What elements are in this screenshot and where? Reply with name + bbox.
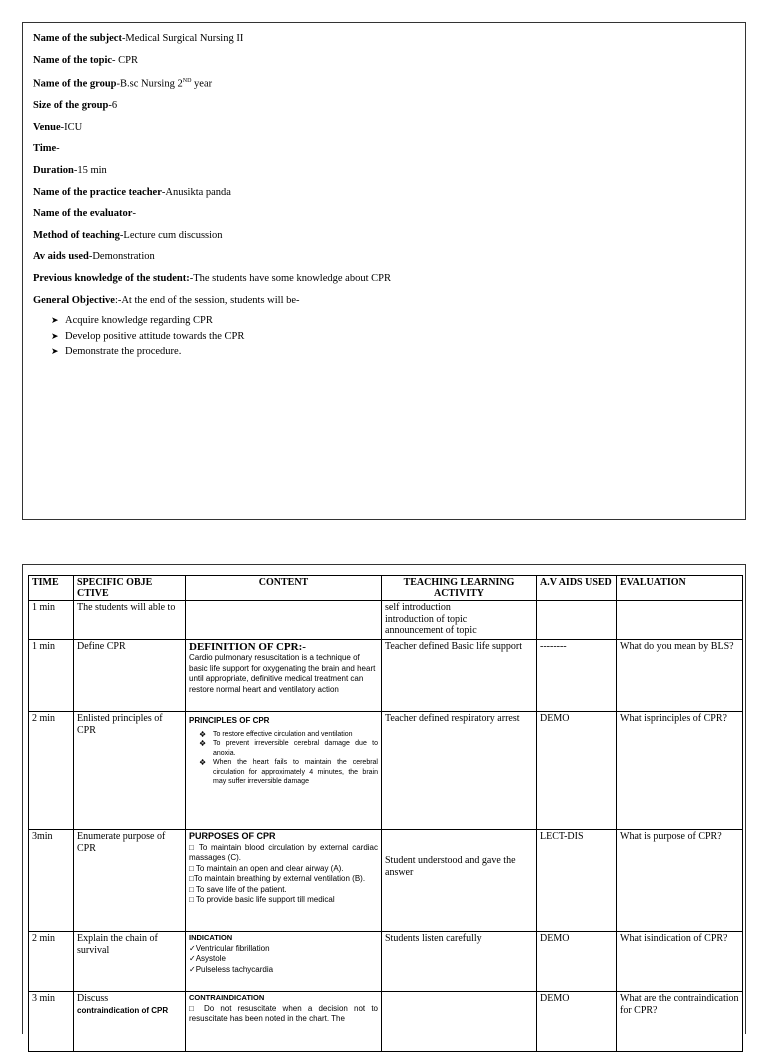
cell-time: 1 min — [29, 640, 74, 712]
info-label: Size of the group — [33, 100, 109, 112]
info-value: -Lecture cum discussion — [119, 229, 223, 241]
info-label: Name of the practice teacher — [33, 186, 162, 198]
arrow-bullet-icon: ➤ — [51, 330, 59, 341]
info-label: Venue — [33, 121, 61, 133]
info-label: Duration — [33, 165, 74, 177]
objective-main: Discuss — [77, 993, 109, 1004]
activity-line: self introduction — [385, 602, 451, 613]
info-value: - CPR — [112, 54, 138, 66]
info-value: -Medical Surgical Nursing II — [121, 33, 244, 44]
diamond-bullet-icon: ❖ — [199, 739, 207, 748]
info-value: -B.sc Nursing 2 — [116, 78, 183, 90]
content-heading: CONTRAINDICATION — [189, 993, 265, 1002]
cell-time: 3 min — [29, 992, 74, 1052]
cell-activity: Teacher defined respiratory arrest — [382, 712, 537, 830]
info-value: :-At the end of the session, students will be- — [114, 294, 300, 306]
objective-text: Acquire knowledge regarding CPR — [65, 315, 213, 327]
cell-time: 2 min — [29, 712, 74, 830]
content-line: □ To provide basic life support till medical — [189, 895, 335, 904]
info-value: -Anusikta panda — [161, 186, 231, 198]
info-line — [33, 121, 735, 134]
info-label: Method of teaching — [33, 229, 120, 241]
lesson-plan-info-page — [22, 22, 746, 520]
header-objective: SPECIFIC OBJE CTIVE — [74, 576, 186, 601]
cell-time: 3min — [29, 830, 74, 932]
cell-aids — [537, 601, 617, 640]
info-label: Av aids used — [33, 251, 89, 263]
content-heading: INDICATION — [189, 933, 233, 942]
cell-time: 2 min — [29, 932, 74, 992]
activity-line: introduction of topic — [385, 613, 468, 625]
info-label: Previous knowledge of the student: — [33, 273, 190, 285]
info-line — [33, 272, 735, 285]
cell-aids: DEMO — [537, 992, 617, 1052]
info-label: Name of the subject — [33, 33, 122, 44]
cell-objective: Define CPR — [74, 640, 186, 712]
info-label: Time — [33, 143, 57, 155]
content-line: ✓Ventricular fibrillation — [189, 943, 270, 953]
content-heading: PURPOSES OF CPR — [189, 831, 276, 841]
cell-objective: Enlisted principles of CPR — [74, 712, 186, 830]
table-header-row — [29, 576, 743, 601]
cell-content — [186, 712, 382, 830]
info-value: - — [56, 143, 60, 155]
activity-text: Student understood and gave the answer — [385, 855, 516, 878]
table-row — [29, 712, 743, 830]
square-bullet-icon: □ — [189, 1003, 198, 1013]
list-item: ❖ When the heart fails to maintain the cerebral circulation for approximately 4 minutes, the brain may suffer irreversible damage — [199, 758, 378, 785]
info-line — [33, 229, 735, 242]
header-activity: TEACHING LEARNING ACTIVITY — [382, 576, 537, 601]
info-value-suffix: year — [191, 78, 213, 90]
content-line: ✓Asystole — [189, 954, 226, 963]
table-row — [29, 992, 743, 1052]
info-line — [33, 164, 735, 177]
cell-activity — [382, 830, 537, 932]
cell-objective: Enumerate purpose of CPR — [74, 830, 186, 932]
square-bullet-icon: □ — [189, 863, 194, 873]
square-bullet-icon: □ — [189, 895, 194, 904]
info-line — [33, 75, 735, 91]
cell-content — [186, 932, 382, 992]
arrow-bullet-icon: ➤ — [51, 346, 59, 357]
cell-objective — [74, 992, 186, 1052]
objective-sub: contraindication of CPR — [77, 1005, 169, 1015]
cell-activity — [382, 992, 537, 1052]
list-item — [51, 344, 735, 360]
cell-content — [186, 601, 382, 640]
cell-evaluation: What are the contraindication for CPR? — [617, 992, 743, 1052]
table-row — [29, 640, 743, 712]
activity-line: announcement of topic — [385, 625, 477, 636]
info-line — [33, 32, 735, 45]
info-label: General Objective — [33, 294, 115, 306]
info-line — [33, 186, 735, 199]
cell-content — [186, 640, 382, 712]
list-item: ❖ To restore effective circulation and ventilation — [199, 729, 353, 739]
info-label: Name of the topic — [33, 54, 113, 66]
cell-aids: -------- — [537, 640, 617, 712]
square-bullet-icon: □ — [189, 842, 196, 852]
cell-evaluation: What isindication of CPR? — [617, 932, 743, 992]
objective-text: Demonstrate the procedure. — [65, 346, 182, 358]
content-line: □ To maintain an open and clear airway (A). — [189, 863, 344, 873]
cell-evaluation: What is purpose of CPR? — [617, 830, 743, 932]
principles-list — [199, 730, 378, 787]
content-line: □ To save life of the patient. — [189, 884, 287, 894]
lesson-plan-table — [28, 575, 743, 1052]
arrow-bullet-icon: ➤ — [51, 315, 59, 326]
diamond-bullet-icon: ❖ — [199, 729, 207, 739]
square-bullet-icon: □ — [189, 884, 194, 894]
content-heading: DEFINITION OF CPR:- — [189, 641, 306, 653]
header-aids: A.V AIDS USED — [537, 576, 617, 601]
cell-aids: DEMO — [537, 932, 617, 992]
list-item — [51, 329, 735, 345]
content-line: □To maintain breathing by external ventilation (B). — [189, 874, 366, 883]
content-line: ✓Pulseless tachycardia — [189, 964, 274, 974]
info-superscript: ND — [182, 78, 192, 85]
header-time: TIME — [29, 576, 74, 601]
table-row — [29, 601, 743, 640]
content-line: □ To maintain blood circulation by external cardiac massages (C). — [189, 842, 378, 862]
cell-activity: Students listen carefully — [382, 932, 537, 992]
cell-evaluation: What isprinciples of CPR? — [617, 712, 743, 830]
cell-aids: DEMO — [537, 712, 617, 830]
content-heading: PRINCIPLES OF CPR — [189, 716, 270, 725]
objective-text: Develop positive attitude towards the CPR — [65, 330, 245, 342]
content-body: Cardio pulmonary resuscitation is a technique of basic life support for oxygenating the brain and heart until appropriate, definitive medical treatment can restore normal heart and ventilatory action — [189, 653, 376, 694]
info-line — [33, 54, 735, 67]
info-value: -15 min — [73, 165, 107, 177]
info-value: -ICU — [60, 121, 83, 133]
table-row — [29, 830, 743, 932]
info-line — [33, 99, 735, 112]
diamond-bullet-icon: ❖ — [199, 758, 207, 767]
content-line: □ Do not resuscitate when a decision not to resuscitate has been noted in the chart. The — [189, 1003, 378, 1023]
cell-evaluation — [617, 601, 743, 640]
cell-time: 1 min — [29, 601, 74, 640]
square-bullet-icon: □ — [189, 874, 194, 883]
general-objectives-list — [51, 313, 735, 360]
info-value: -Demonstration — [88, 251, 155, 263]
info-value: -6 — [108, 100, 118, 112]
header-evaluation: EVALUATION — [617, 576, 743, 601]
header-content: CONTENT — [186, 576, 382, 601]
cell-aids: LECT-DIS — [537, 830, 617, 932]
info-list — [33, 32, 735, 307]
cell-objective: Explain the chain of survival — [74, 932, 186, 992]
info-label: Name of the group — [33, 78, 117, 90]
cell-objective: The students will able to — [74, 601, 186, 640]
info-value: - — [132, 208, 136, 220]
lesson-plan-table-page — [22, 564, 746, 1034]
cell-evaluation: What do you mean by BLS? — [617, 640, 743, 712]
cell-activity: Teacher defined Basic life support — [382, 640, 537, 712]
info-label: Name of the evaluator — [33, 208, 133, 220]
list-item — [51, 313, 735, 329]
cell-activity — [382, 601, 537, 640]
cell-content — [186, 830, 382, 932]
info-line — [33, 207, 735, 220]
cell-content — [186, 992, 382, 1052]
info-value: -The students have some knowledge about CPR — [189, 273, 391, 285]
list-item: ❖ To prevent irreversible cerebral damage due to anoxia. — [199, 739, 378, 757]
info-line — [33, 294, 735, 307]
table-row — [29, 932, 743, 992]
info-line — [33, 142, 735, 155]
info-line — [33, 250, 735, 263]
